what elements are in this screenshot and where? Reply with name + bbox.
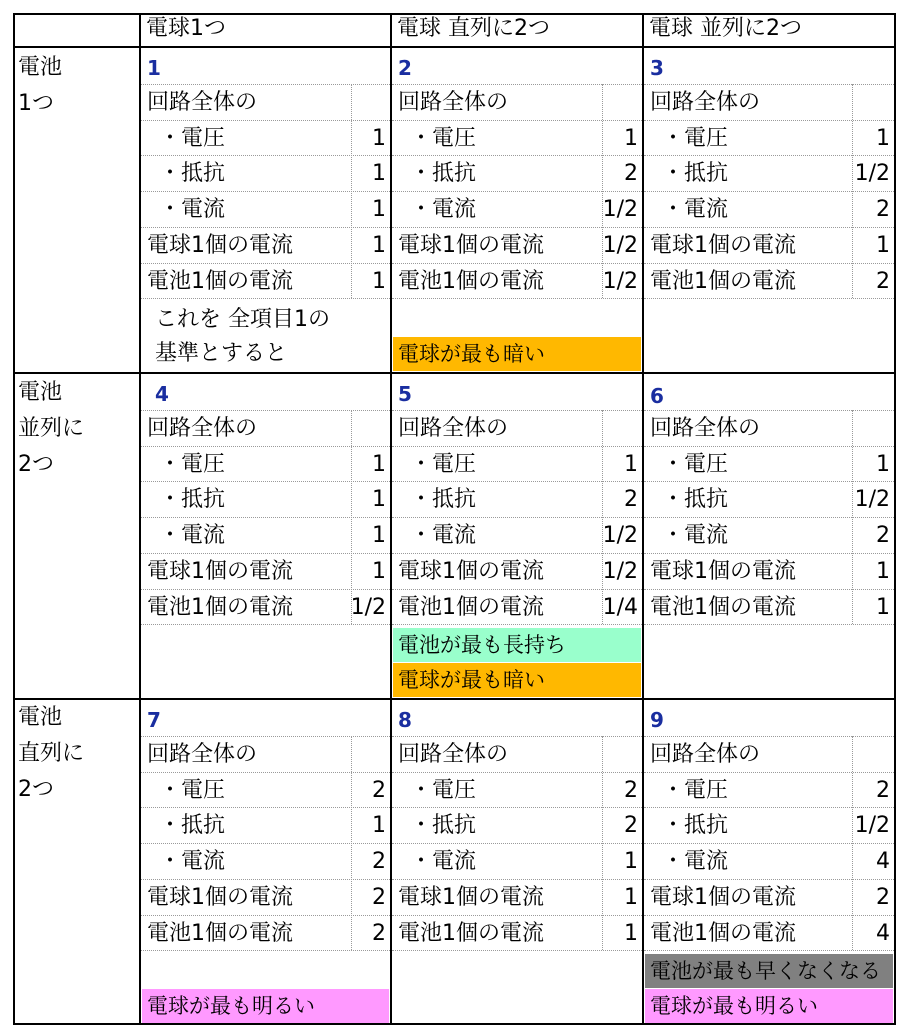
result-cell <box>141 48 390 372</box>
line-label: ・電流 <box>410 849 477 875</box>
line-label: ・抵抗 <box>410 813 477 839</box>
line-voltage <box>141 447 390 483</box>
line-value: 1 <box>372 197 386 223</box>
line-label: 回路全体の <box>650 416 761 441</box>
line-label: 電球1個の電流 <box>398 558 544 584</box>
line-label: 電球1個の電流 <box>398 884 544 910</box>
line-label: ・電圧 <box>410 451 477 477</box>
line-value: 4 <box>876 849 890 875</box>
line-label: ・電圧 <box>159 451 226 477</box>
line-battery-current <box>392 916 642 952</box>
line-label: ・抵抗 <box>159 813 226 839</box>
line-circuit <box>392 85 642 121</box>
grid-line <box>13 1023 896 1025</box>
line-value: 1/2 <box>854 813 890 839</box>
line-value: 2 <box>624 777 638 803</box>
line-current <box>141 844 390 880</box>
line-value: 2 <box>876 884 890 910</box>
line-label: ・電圧 <box>662 451 729 477</box>
line-voltage <box>141 773 390 809</box>
line-circuit <box>392 411 642 447</box>
line-value: 1 <box>372 813 386 839</box>
line-label: ・電圧 <box>662 777 729 803</box>
line-value: 1 <box>876 125 890 151</box>
line-resistance <box>141 156 390 192</box>
line-bulb-current <box>392 554 642 590</box>
line-circuit <box>141 737 390 773</box>
line-label: ・電流 <box>410 523 477 549</box>
line-value: 1/2 <box>602 232 638 258</box>
line-label: 電球1個の電流 <box>650 884 796 910</box>
line-value: 1/4 <box>602 594 638 620</box>
line-battery-current <box>392 264 642 300</box>
line-resistance <box>644 156 894 192</box>
line-bulb-current <box>141 554 390 590</box>
line-label: 電池1個の電流 <box>147 594 293 620</box>
line-label: 回路全体の <box>650 90 761 115</box>
line-value: 1 <box>624 920 638 946</box>
line-current <box>392 844 642 880</box>
line-battery-current <box>392 590 642 626</box>
line-label: 電球1個の電流 <box>147 232 293 258</box>
highlight-band: 電球が最も暗い <box>393 337 641 371</box>
line-circuit <box>644 85 894 121</box>
highlight-band: 電球が最も暗い <box>393 663 641 697</box>
line-resistance <box>392 482 642 518</box>
grid-line <box>139 13 141 1025</box>
line-current <box>644 192 894 228</box>
line-current <box>644 844 894 880</box>
result-cell <box>644 700 894 1024</box>
case-number: 7 <box>147 708 161 732</box>
corner-cell <box>14 14 140 46</box>
line-label: 電球1個の電流 <box>650 558 796 584</box>
grid-line <box>13 13 896 15</box>
line-value: 2 <box>372 849 386 875</box>
line-value: 1/2 <box>602 523 638 549</box>
line-label: 電球1個の電流 <box>147 884 293 910</box>
line-current <box>141 192 390 228</box>
line-label: ・抵抗 <box>662 813 729 839</box>
line-value: 1 <box>876 558 890 584</box>
line-label: ・電圧 <box>159 125 226 151</box>
line-current <box>644 518 894 554</box>
line-value: 1 <box>372 161 386 187</box>
result-cell <box>644 48 894 372</box>
column-header: 電球 直列に2つ <box>397 16 550 41</box>
line-bulb-current <box>392 228 642 264</box>
row-header: 電池 並列に 2つ <box>18 380 85 477</box>
line-value: 2 <box>624 813 638 839</box>
line-bulb-current <box>141 228 390 264</box>
line-bulb-current <box>644 554 894 590</box>
column-header: 電球1つ <box>146 16 226 41</box>
line-battery-current <box>141 590 390 626</box>
line-battery-current <box>644 916 894 952</box>
line-value: 1 <box>624 884 638 910</box>
line-voltage <box>141 121 390 157</box>
line-label: ・電流 <box>410 197 477 223</box>
line-value: 1 <box>372 523 386 549</box>
case-number: 9 <box>650 708 664 732</box>
line-circuit <box>141 411 390 447</box>
line-resistance <box>644 808 894 844</box>
line-bulb-current <box>644 880 894 916</box>
highlight-band: 電池が最も長持ち <box>393 628 641 662</box>
highlight-band: 電池が最も早くなくなる <box>645 954 893 988</box>
line-label: 回路全体の <box>398 742 509 767</box>
case-number: 6 <box>650 384 664 408</box>
line-label: 回路全体の <box>398 416 509 441</box>
line-battery-current <box>141 264 390 300</box>
line-label: 電池1個の電流 <box>398 594 544 620</box>
line-value: 1 <box>372 487 386 513</box>
result-cell <box>392 700 642 1024</box>
grid-line <box>894 13 896 1025</box>
line-value: 1 <box>624 451 638 477</box>
line-label: 電池1個の電流 <box>650 920 796 946</box>
line-label: 電池1個の電流 <box>398 920 544 946</box>
line-battery-current <box>644 590 894 626</box>
line-value: 1 <box>624 849 638 875</box>
line-value: 1 <box>372 558 386 584</box>
line-label: 回路全体の <box>147 90 258 115</box>
line-circuit <box>141 85 390 121</box>
line-bulb-current <box>644 228 894 264</box>
line-label: ・電流 <box>159 197 226 223</box>
line-resistance <box>141 482 390 518</box>
line-label: ・電圧 <box>410 125 477 151</box>
case-number: 5 <box>398 382 412 406</box>
case-number: 2 <box>398 56 412 80</box>
line-circuit <box>644 411 894 447</box>
highlight-band: 電球が最も明るい <box>645 989 893 1023</box>
line-label: 電池1個の電流 <box>398 268 544 294</box>
line-label: 電池1個の電流 <box>650 268 796 294</box>
line-value: 1 <box>624 125 638 151</box>
line-resistance <box>392 808 642 844</box>
line-value: 2 <box>876 197 890 223</box>
line-value: 1 <box>372 451 386 477</box>
line-value: 2 <box>624 161 638 187</box>
line-voltage <box>644 773 894 809</box>
line-value: 2 <box>372 884 386 910</box>
grid-line <box>13 46 896 48</box>
line-label: ・抵抗 <box>159 161 226 187</box>
line-label: 回路全体の <box>398 90 509 115</box>
line-voltage <box>644 121 894 157</box>
line-resistance <box>141 808 390 844</box>
line-resistance <box>644 482 894 518</box>
highlight-band: 電球が最も明るい <box>142 989 389 1023</box>
line-label: 電球1個の電流 <box>650 232 796 258</box>
grid-line <box>642 13 644 1025</box>
line-value: 2 <box>876 268 890 294</box>
line-label: ・電流 <box>159 523 226 549</box>
case-number: 3 <box>650 56 664 80</box>
line-current <box>141 518 390 554</box>
line-label: 電池1個の電流 <box>650 594 796 620</box>
line-voltage <box>392 447 642 483</box>
line-value: 1/2 <box>602 197 638 223</box>
line-label: ・電流 <box>159 849 226 875</box>
result-cell <box>141 374 390 698</box>
line-value: 1 <box>372 268 386 294</box>
line-label: ・電流 <box>662 197 729 223</box>
line-value: 2 <box>372 777 386 803</box>
line-battery-current <box>141 916 390 952</box>
line-label: 回路全体の <box>147 742 258 767</box>
line-label: ・電圧 <box>410 777 477 803</box>
row-header: 電池 1つ <box>18 55 63 116</box>
result-cell <box>392 48 642 372</box>
line-label: ・抵抗 <box>662 487 729 513</box>
grid-line <box>13 372 896 374</box>
line-value: 1/2 <box>854 161 890 187</box>
baseline-note: これを 全項目1の 基準とすると <box>155 307 330 366</box>
line-label: ・抵抗 <box>410 161 477 187</box>
line-label: ・抵抗 <box>410 487 477 513</box>
line-voltage <box>644 447 894 483</box>
case-number: 8 <box>398 708 412 732</box>
line-resistance <box>392 156 642 192</box>
line-label: ・電圧 <box>662 125 729 151</box>
line-value: 1/2 <box>854 487 890 513</box>
line-voltage <box>392 121 642 157</box>
line-bulb-current <box>392 880 642 916</box>
line-value: 2 <box>876 777 890 803</box>
line-label: ・電流 <box>662 523 729 549</box>
result-cell <box>392 374 642 698</box>
line-value: 1 <box>372 232 386 258</box>
line-circuit <box>392 737 642 773</box>
line-label: 電池1個の電流 <box>147 920 293 946</box>
line-value: 1 <box>876 451 890 477</box>
line-current <box>392 192 642 228</box>
line-circuit <box>644 737 894 773</box>
line-value: 2 <box>624 487 638 513</box>
line-value: 2 <box>372 920 386 946</box>
line-value: 2 <box>876 523 890 549</box>
line-label: ・抵抗 <box>159 487 226 513</box>
line-label: 電池1個の電流 <box>147 268 293 294</box>
line-value: 1 <box>876 594 890 620</box>
line-label: ・電圧 <box>159 777 226 803</box>
grid-line <box>13 698 896 700</box>
row-header: 電池 直列に 2つ <box>18 705 85 802</box>
result-cell <box>644 374 894 698</box>
grid-line <box>13 13 15 1025</box>
line-label: 回路全体の <box>650 742 761 767</box>
line-current <box>392 518 642 554</box>
line-voltage <box>392 773 642 809</box>
line-bulb-current <box>141 880 390 916</box>
line-value: 1 <box>876 232 890 258</box>
line-value: 4 <box>876 920 890 946</box>
case-number: 4 <box>155 382 169 406</box>
line-label: 電球1個の電流 <box>147 558 293 584</box>
line-value: 1/2 <box>602 558 638 584</box>
line-battery-current <box>644 264 894 300</box>
result-cell <box>141 700 390 1024</box>
case-number: 1 <box>147 56 161 80</box>
line-label: ・電流 <box>662 849 729 875</box>
line-label: 電球1個の電流 <box>398 232 544 258</box>
line-label: 回路全体の <box>147 416 258 441</box>
column-header: 電球 並列に2つ <box>649 16 802 41</box>
line-value: 1/2 <box>602 268 638 294</box>
line-value: 1/2 <box>350 594 386 620</box>
line-label: ・抵抗 <box>662 161 729 187</box>
line-value: 1 <box>372 125 386 151</box>
grid-line <box>390 13 392 1025</box>
